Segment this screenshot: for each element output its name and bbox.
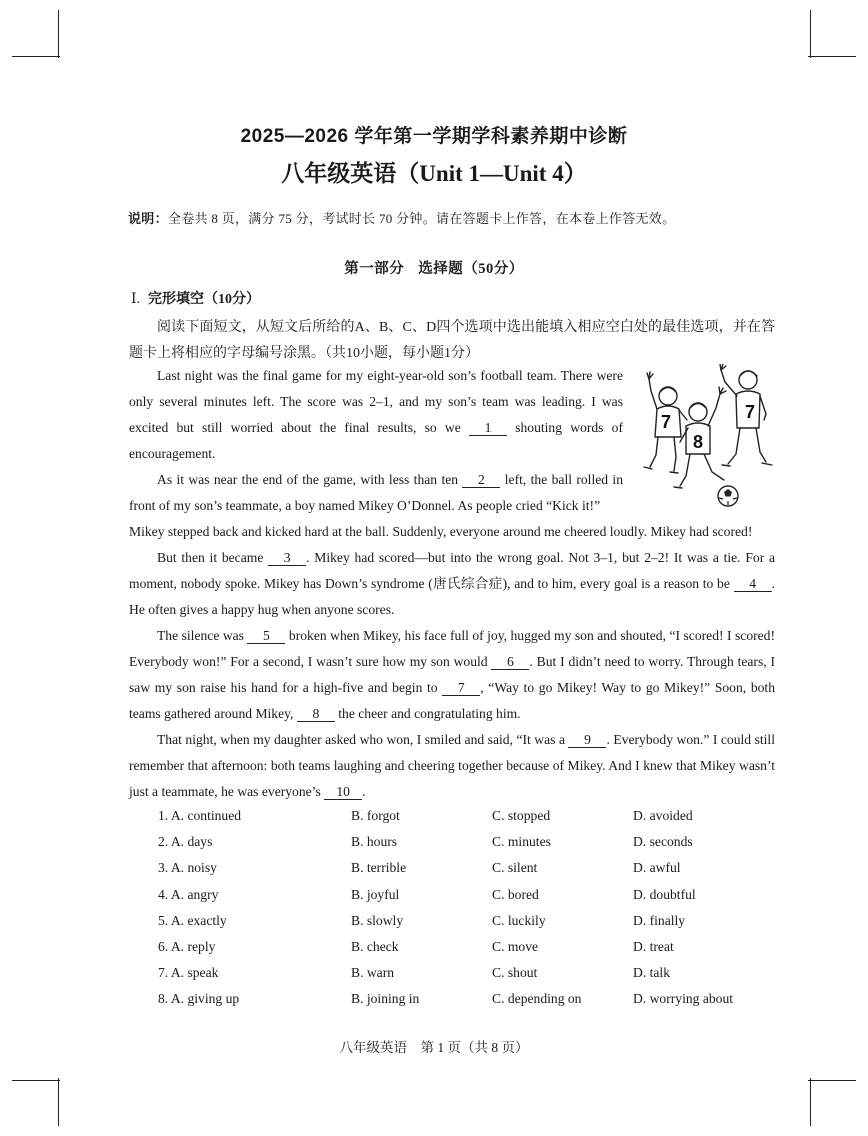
option-a: 8. A. giving up bbox=[158, 991, 240, 1007]
answer-options bbox=[158, 808, 778, 1018]
option-row-5 bbox=[158, 913, 778, 939]
page-footer: 八年级英语 第 1 页（共 8 页） bbox=[339, 1040, 529, 1055]
option-b: B. check bbox=[351, 938, 399, 954]
blank-9: 9 bbox=[568, 732, 606, 748]
passage-paragraph-2-cont: Mikey stepped back and kicked hard at the ball. Suddenly, everyone around me cheered loudly. Mikey had scored! bbox=[129, 524, 753, 539]
passage-lower bbox=[129, 519, 775, 805]
passage-text: shouting words of encouragement. bbox=[129, 420, 624, 461]
passage-text: the cheer and congratulating him. bbox=[334, 706, 521, 721]
crop-mark-top-left bbox=[12, 10, 60, 58]
option-b: B. joining in bbox=[351, 991, 420, 1007]
option-c: C. stopped bbox=[492, 808, 551, 823]
option-d: D. treat bbox=[633, 938, 674, 954]
instructions-label: 说明： bbox=[128, 211, 168, 226]
option-c: C. depending on bbox=[492, 991, 582, 1007]
option-d: D. talk bbox=[633, 965, 670, 981]
passage-text: That night, when my daughter asked who won, I smiled and said, “It was a bbox=[157, 732, 569, 747]
jersey-number-right: 7 bbox=[744, 402, 756, 422]
option-b: B. hours bbox=[351, 834, 398, 850]
option-c: C. minutes bbox=[492, 834, 551, 850]
option-a: 5. A. exactly bbox=[158, 912, 227, 928]
blank-1: 1 bbox=[469, 420, 507, 436]
jersey-number-left: 7 bbox=[660, 412, 672, 432]
crop-mark-bottom-right bbox=[808, 1078, 856, 1126]
option-c: C. move bbox=[492, 938, 539, 954]
passage-text: Last night was the final game for my eight-year-old son’s football team. There were only several minutes left. The score was 2–1, and my son’s team was leading. I was excited but still worried about the final results, so we bbox=[129, 368, 623, 435]
passage-paragraph-5 bbox=[129, 727, 775, 805]
option-b: B. forgot bbox=[351, 808, 400, 823]
option-b: B. joyful bbox=[351, 886, 400, 902]
option-row-1 bbox=[158, 808, 778, 834]
passage-text: , “Way to go Mikey! Way to go Mikey!” Soon, both teams gathered around Mikey, bbox=[129, 680, 775, 721]
instructions bbox=[128, 208, 788, 227]
part-name: 选择题（50分） bbox=[418, 261, 524, 277]
blank-8: 8 bbox=[297, 706, 335, 722]
passage-text: . Everybody won.” I could still remember that afternoon: both teams laughing and cheering together because of Mikey. And I knew that Mikey wasn’t just a teammate, he was everyone’s bbox=[129, 732, 775, 799]
option-b: B. terrible bbox=[351, 860, 407, 876]
option-c: C. luckily bbox=[492, 912, 546, 928]
option-a: 4. A. angry bbox=[158, 886, 219, 902]
football-players-illustration bbox=[640, 364, 776, 514]
passage-paragraph-1 bbox=[129, 363, 623, 467]
blank-6: 6 bbox=[491, 654, 529, 670]
passage-text: . bbox=[362, 784, 366, 799]
blank-3: 3 bbox=[268, 550, 306, 566]
option-a: 3. A. noisy bbox=[158, 860, 217, 876]
passage-text: broken when Mikey, his face full of joy, hugged my son and shouted, “I scored! I scored! Everybody won!” For a second, I wasn’t sure how my son would bbox=[129, 628, 776, 669]
option-a: 1. A. continued bbox=[158, 808, 242, 823]
option-d: D. avoided bbox=[633, 808, 693, 823]
instructions-text: 全卷共 8 页，满分 75 分，考试时长 70 分钟。请在答题卡上作答，在本卷上作答无效。 bbox=[167, 211, 676, 226]
part-label: 第一部分 bbox=[344, 261, 405, 277]
option-row-2 bbox=[158, 834, 778, 860]
blank-2: 2 bbox=[462, 472, 500, 488]
passage-text: . He often gives a happy hug when anyone scores. bbox=[129, 576, 775, 617]
option-d: D. awful bbox=[633, 860, 681, 876]
blank-10: 10 bbox=[324, 784, 362, 800]
blank-7: 7 bbox=[442, 680, 480, 696]
passage-paragraph-4 bbox=[129, 623, 775, 727]
passage-upper bbox=[129, 363, 623, 519]
section-number: Ⅰ. bbox=[131, 292, 141, 307]
passage-text: The silence was bbox=[157, 628, 248, 643]
blank-5: 5 bbox=[247, 628, 285, 644]
part-title bbox=[0, 257, 868, 278]
exam-subtitle: 八年级英语（Unit 1—Unit 4） bbox=[281, 161, 587, 186]
option-c: C. silent bbox=[492, 860, 538, 876]
passage-text: . But I didn’t need to worry. Through tears, I saw my son raise his hand for a high-five and begin to bbox=[129, 654, 775, 695]
option-d: D. seconds bbox=[633, 834, 693, 850]
section-name: 完形填空（10分） bbox=[148, 292, 261, 307]
option-d: D. worrying about bbox=[633, 991, 734, 1007]
option-a: 7. A. speak bbox=[158, 965, 219, 981]
option-b: B. slowly bbox=[351, 912, 404, 928]
crop-mark-top-right bbox=[808, 10, 856, 58]
passage-text: . Mikey had scored—but into the wrong goal. Not 3–1, but 2–2! It was a tie. For a moment, nobody spoke. Mikey has Down’s syndrome (唐氏综合症), and to him, every goal is a reason to be bbox=[129, 550, 776, 591]
passage-paragraph-3 bbox=[129, 545, 775, 623]
option-row-6 bbox=[158, 939, 778, 965]
passage-text: But then it became bbox=[157, 550, 269, 565]
option-a: 6. A. reply bbox=[158, 938, 216, 954]
option-row-7 bbox=[158, 965, 778, 991]
passage-text: left, the ball rolled in front of my son’s teammate, a boy named Mikey O’Donnel. As people cried “Kick it!” bbox=[129, 472, 623, 513]
option-row-8 bbox=[158, 991, 778, 1017]
section-direction: 阅读下面短文，从短文后所给的A、B、C、D四个选项中选出能填入相应空白处的最佳选项，并在答题卡上将相应的字母编号涂黑。（共10小题，每小题1分） bbox=[129, 320, 775, 361]
option-c: C. bored bbox=[492, 886, 539, 902]
option-row-3 bbox=[158, 860, 778, 886]
option-d: D. doubtful bbox=[633, 886, 696, 902]
option-c: C. shout bbox=[492, 965, 538, 981]
passage-paragraph-2 bbox=[129, 467, 623, 519]
blank-4: 4 bbox=[734, 576, 772, 592]
option-a: 2. A. days bbox=[158, 834, 213, 850]
football-players-icon bbox=[640, 364, 776, 514]
crop-mark-bottom-left bbox=[12, 1078, 60, 1126]
exam-title: 2025—2026 学年第一学期学科素养期中诊断 bbox=[240, 126, 628, 147]
section-title bbox=[131, 288, 260, 308]
option-d: D. finally bbox=[633, 912, 686, 928]
option-b: B. warn bbox=[351, 965, 395, 981]
jersey-number-middle: 8 bbox=[692, 432, 704, 452]
option-row-4 bbox=[158, 887, 778, 913]
passage-text: As it was near the end of the game, with less than ten bbox=[157, 472, 463, 487]
